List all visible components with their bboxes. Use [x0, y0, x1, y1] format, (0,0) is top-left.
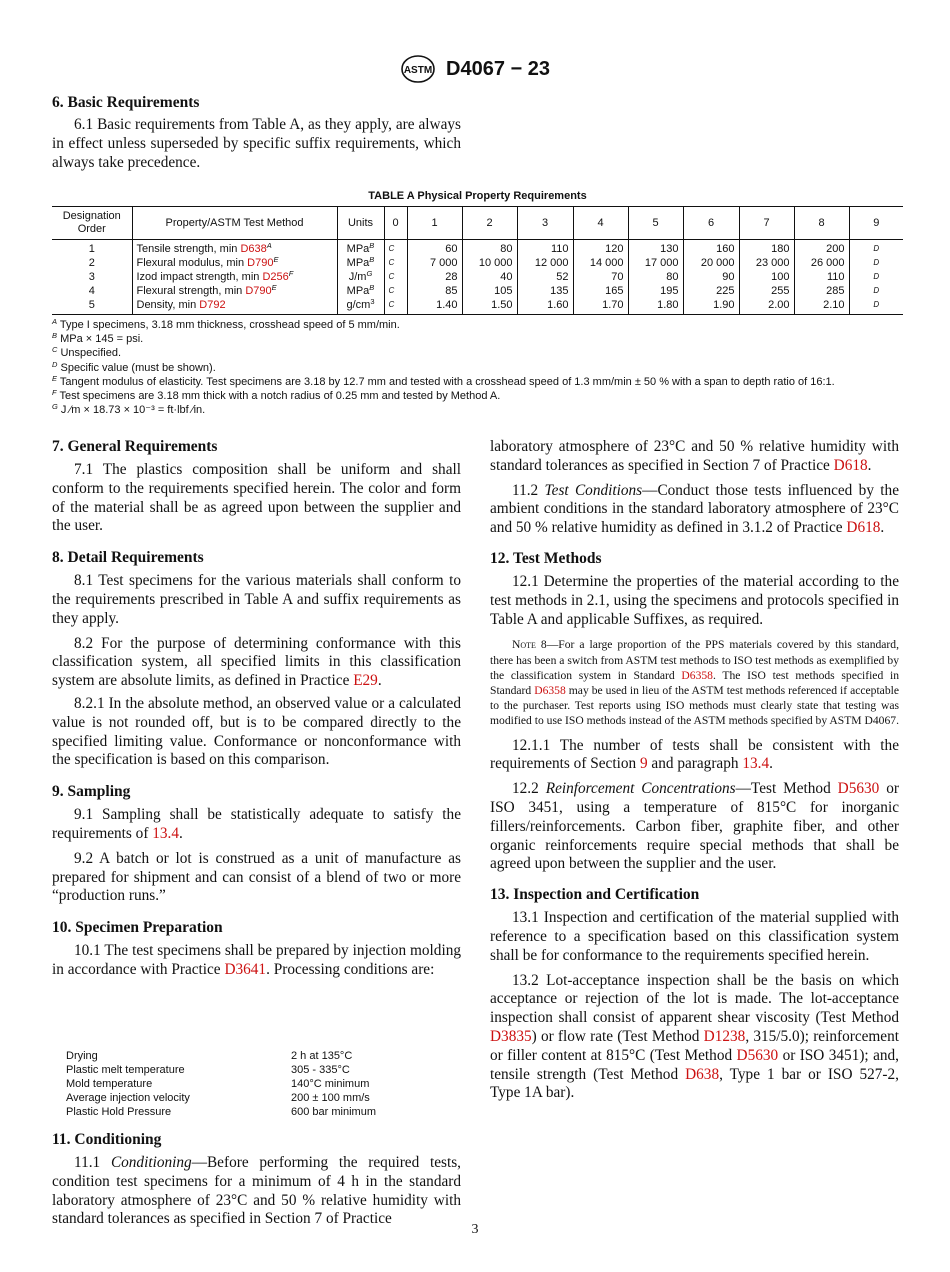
paragraph: 12.1 Determine the properties of the material according to the test methods in 2.1, using the specimens and protocols specified in Table A and applicable Suffixes, as required.: [490, 572, 899, 628]
footnote-text: Specific value (must be shown).: [60, 361, 216, 374]
value-cell-0: C: [384, 298, 407, 315]
page-header: [0, 54, 950, 84]
designation-order-cell: 4: [52, 284, 132, 298]
value-cell: 120: [573, 240, 628, 257]
footnote: [52, 318, 912, 332]
value-cell: 200: [794, 240, 849, 257]
value-cell: 40: [462, 270, 517, 284]
e29-link[interactable]: E29: [353, 672, 378, 690]
paragraph: 9.2 A batch or lot is construed as a unit of manufacture as prepared for shipment and can consist of a blend of two or more “production runs.”: [52, 849, 461, 905]
table-footnotes: [52, 318, 912, 417]
d3835-link[interactable]: D3835: [490, 1027, 532, 1045]
designation-order-cell: 1: [52, 240, 132, 257]
section-13-4-link[interactable]: 13.4: [152, 824, 180, 842]
value-cell: 7 000: [407, 256, 462, 270]
paragraph: 10.1 The test specimens shall be prepared by injection molding in accordance with Practice D3641. Processing conditions are:: [52, 942, 461, 978]
table-title: TABLE A Physical Property Requirements: [368, 190, 587, 202]
table-row: [52, 298, 903, 315]
paragraph: 9.1 Sampling shall be statistically adequate to satisfy the requirements of 13.4.: [52, 806, 461, 842]
property-cell: Flexural modulus, $\min D790^E$: [132, 256, 337, 270]
table-row: [52, 240, 903, 257]
condition-value: 305 - 335°C: [291, 1064, 350, 1076]
value-cell: 85: [407, 284, 462, 298]
value-cell: 52: [517, 270, 573, 284]
paragraph: 12.2 Reinforcement Concentrations—Test Method D5630 or ISO 3451, using a temperature of 815°C for inorganic fillers/reinforcements. Carbon fiber, graphite fiber, and other organic reinforcements require special methods that shall be agreed upon between the supplier and the user.: [490, 780, 899, 873]
value-cell-0: C: [384, 284, 407, 298]
footnote: [52, 389, 912, 403]
footnote-mark: B: [52, 331, 58, 341]
footnote-mark: G: [366, 269, 373, 278]
footnote-text: J ⁄m × 18.73 × 10⁻³ = ft·lbf ⁄in.: [60, 404, 206, 417]
condition-value: 200 ± 100 mm/s: [291, 1092, 370, 1104]
document-code: D4067 − 23: [446, 57, 550, 80]
footnote-mark: E: [52, 373, 58, 383]
paragraph: 11.2 Test Conditions—Conduct those tests influenced by the ambient conditions in the standard laboratory atmosphere of 23°C and 50 % relative humidity as defined in 3.1.2 of Practice D618.: [490, 481, 899, 537]
value-cell-9: D: [849, 298, 903, 315]
value-cell: 14 000: [573, 256, 628, 270]
footnote: [52, 375, 912, 389]
units-cell: MPa$^B$: [337, 256, 384, 270]
footnote-text: Type I specimens, 3.18 mm thickness, crosshead speed of 5 mm/min.: [59, 319, 400, 331]
footnote: [52, 361, 912, 375]
paragraph: 11.1 Conditioning—Before performing the required tests, condition test specimens for a minimum of 4 h in the standard laboratory atmosphere of 23°C and 50 % relative humidity with standard tolerances as specified in Section 7 of Practice: [52, 1154, 461, 1228]
condition-row: [66, 1063, 376, 1077]
value-cell: 90: [683, 270, 739, 284]
value-cell: 2.00: [739, 298, 794, 315]
section-heading: 7. General Requirements: [52, 438, 218, 455]
footnote-mark: B: [369, 283, 375, 292]
paragraph: 8.1 Test specimens for the various materials shall conform to the requirements prescribed in Table A and suffix requirements as they apply.: [52, 572, 461, 627]
section-heading: 10. Specimen Preparation: [52, 919, 223, 937]
d3641-link[interactable]: D3641: [224, 960, 267, 978]
value-cell: 28: [407, 270, 462, 284]
section-heading: 9. Sampling: [52, 783, 131, 801]
value-cell: 2.10: [794, 298, 849, 315]
paragraph: 13.1 Inspection and certification of the material supplied with reference to a specification based on this classification system shall be for conformance to the requirements specified herein.: [490, 909, 899, 964]
value-cell-9: D: [873, 286, 880, 295]
d5630-link[interactable]: D5630: [736, 1046, 779, 1064]
footnote-mark: G: [52, 402, 58, 412]
value-cell-9: D: [873, 244, 880, 253]
value-cell-9: D: [873, 258, 880, 267]
footnote-mark: E: [271, 283, 277, 292]
table-header-cell: 6: [683, 207, 739, 240]
table-a: [52, 190, 903, 315]
value-cell: 255: [739, 284, 794, 298]
property-cell: Flexural strength, $\min D790^E$: [132, 284, 337, 298]
test-method-link[interactable]: D256: [262, 271, 289, 283]
condition-row: [66, 1049, 376, 1063]
table-header-cell: 8: [794, 207, 849, 240]
table-body: [52, 240, 903, 315]
value-cell: 60: [407, 240, 462, 257]
table-header-cell: Units: [337, 207, 384, 240]
value-cell: 100: [739, 270, 794, 284]
footnote-mark: B: [369, 255, 375, 264]
left-column: [52, 438, 461, 980]
value-cell: 20 000: [683, 256, 739, 270]
value-cell: 165: [573, 284, 628, 298]
designation-order-cell: 2: [52, 256, 132, 270]
table-header-cell: 2: [462, 207, 517, 240]
units-cell: MPa$^B$: [337, 240, 384, 257]
paragraph-continued: laboratory atmosphere of 23°C and 50 % relative humidity with standard tolerances as specified in Section 7 of Practice D618.: [490, 438, 899, 474]
d5630-link[interactable]: D5630: [837, 780, 880, 798]
test-method-link[interactable]: D790: [245, 285, 272, 297]
section-6: [52, 94, 461, 172]
condition-label: Average injection velocity: [66, 1092, 190, 1104]
table-header-cell: 7: [739, 207, 794, 240]
section-heading: 11. Conditioning: [52, 1131, 162, 1148]
value-cell: 80: [462, 240, 517, 257]
value-cell: 160: [683, 240, 739, 257]
section-9-link[interactable]: 9: [639, 755, 648, 773]
value-cell: 1.80: [628, 298, 683, 315]
value-cell: 1.40: [407, 298, 462, 315]
requirements-table: [52, 206, 903, 315]
section-heading: 6. Basic Requirements: [52, 94, 200, 111]
value-cell: 105: [462, 284, 517, 298]
condition-value: 600 bar minimum: [291, 1106, 376, 1118]
table-header-cell: 0: [384, 207, 407, 240]
condition-value: 2 h at 135°C: [291, 1050, 353, 1062]
d638-link[interactable]: D638: [685, 1065, 720, 1083]
footnote-mark: F: [52, 388, 57, 398]
footnote-text: Test specimens are 3.18 mm thick with a notch radius of 0.25 mm and tested by Method A.: [59, 390, 501, 403]
footnote-mark: A: [52, 317, 58, 326]
right-column: [490, 438, 899, 1103]
footnote-mark: D: [52, 359, 58, 369]
paragraph: 8.2 For the purpose of determining conformance with this classification system, all specified limits in this classification system are absolute limits, as defined in Practice E29.: [52, 634, 461, 690]
value-cell: 26 000: [794, 256, 849, 270]
test-method-link[interactable]: D790: [247, 257, 274, 269]
d618-link[interactable]: D618: [833, 456, 868, 474]
designation-order-cell: 5: [52, 298, 132, 315]
condition-label: Mold temperature: [66, 1078, 153, 1090]
value-cell: 135: [517, 284, 573, 298]
value-cell: 130: [628, 240, 683, 257]
svg-text:ASTM: ASTM: [403, 65, 433, 76]
footnote-mark: B: [369, 241, 375, 250]
value-cell: 10 000: [462, 256, 517, 270]
footnote: [52, 346, 912, 360]
value-cell: 285: [794, 284, 849, 298]
table-header-cell: Designation Order: [52, 207, 132, 240]
note-8: Note 8—For a large proportion of the PPS materials covered by this standard, there has been a switch from ASTM test methods to ISO test methods as exemplified by the classification system in Standard D6358. The ISO test methods specified in Standard D6358 may be used in lieu of the ASTM test methods referenced if acceptable to the purchaser. Test reports using ISO methods must clearly state that testing was modified to use ISO methods instead of the ASTM methods specified by ASTM D4067.: [490, 638, 899, 728]
condition-row: [66, 1105, 376, 1119]
paragraph: 8.2.1 In the absolute method, an observed value or a calculated value is not rounded off, but is to be compared directly to the specified limiting value. Conformance or nonconformance with the specification is based on this comparison.: [52, 694, 461, 769]
paragraph: 6.1 Basic requirements from Table A, as they apply, are always in effect unless superseded by specific suffix requirements, which always take precedence.: [52, 116, 461, 171]
footnote-text: Tangent modulus of elasticity. Test specimens are 3.18 by 12.7 mm and tested with a crosshead speed of 1.3 mm/min ± 50 % with a span to depth ratio of 16:1.: [59, 375, 835, 388]
units-cell: $g/cm^3$: [337, 298, 384, 315]
value-cell: 80: [628, 270, 683, 284]
d6358-link[interactable]: D6358: [534, 683, 566, 697]
footnote-text: MPa × 145 = psi.: [60, 333, 144, 346]
d618-link[interactable]: D618: [846, 519, 881, 537]
property-cell: Density, min D792: [132, 298, 337, 315]
test-method-link[interactable]: D638: [240, 243, 267, 255]
test-method-link[interactable]: D792: [199, 299, 226, 311]
value-cell: 110: [794, 270, 849, 284]
units-cell: $J/m^G$: [337, 270, 384, 284]
footnote-mark: A: [266, 241, 272, 250]
footnote-text: Unspecified.: [60, 347, 122, 360]
value-cell-0: C: [384, 256, 407, 270]
table-header-cell: Property/ASTM Test Method: [132, 207, 337, 240]
value-cell-0: C: [384, 270, 407, 284]
section-heading: 8. Detail Requirements: [52, 549, 204, 567]
table-header-cell: 1: [407, 207, 462, 240]
section-heading: 12. Test Methods: [490, 549, 602, 567]
value-cell-0: C: [384, 240, 407, 257]
d6358-link[interactable]: D6358: [681, 668, 713, 682]
condition-value: 140°C minimum: [291, 1078, 370, 1090]
value-cell: 1.60: [517, 298, 573, 315]
property-cell: Tensile strength, $\min D638^A$: [132, 240, 337, 257]
table-header-cell: 9: [849, 207, 903, 240]
table-header-row: [52, 207, 903, 240]
value-cell: 1.90: [683, 298, 739, 315]
value-cell: 17 000: [628, 256, 683, 270]
value-cell: 110: [517, 240, 573, 257]
processing-conditions: [66, 1049, 376, 1119]
table-header-cell: 5: [628, 207, 683, 240]
footnote: [52, 403, 912, 417]
condition-row: [66, 1077, 376, 1091]
table-header-cell: 4: [573, 207, 628, 240]
value-cell: 70: [573, 270, 628, 284]
table-row: [52, 284, 903, 298]
section-11: [52, 1131, 461, 1229]
footnote-mark: C: [52, 345, 58, 355]
footnote: [52, 332, 912, 346]
units-cell: MPa$^B$: [337, 284, 384, 298]
footnote-mark: 3: [370, 297, 375, 306]
table-header-cell: 3: [517, 207, 573, 240]
value-cell-9: D: [873, 272, 880, 281]
property-cell: Izod impact strength, $\min D256^F$: [132, 270, 337, 284]
table-row: [52, 270, 903, 284]
table-row: [52, 256, 903, 270]
value-cell: 195: [628, 284, 683, 298]
value-cell: 12 000: [517, 256, 573, 270]
value-cell: 225: [683, 284, 739, 298]
paragraph: 12.1.1 The number of tests shall be consistent with the requirements of Section 9 and paragraph 13.4.: [490, 736, 899, 773]
d1238-link[interactable]: D1238: [703, 1027, 746, 1045]
footnote-mark: F: [288, 269, 294, 278]
value-cell: 180: [739, 240, 794, 257]
paragraph: 13.2 Lot-acceptance inspection shall be the basis on which acceptance or rejection of the lot is made. The lot-acceptance inspection shall consist of apparent shear viscosity (Test Method D3835) or flow rate (Test Method D1238, 315/5.0); reinforcement or filler content at 815°C (Test Method D5630 or ISO 3451); and, tensile strength (Test Method D638, Type 1 bar or ISO 527-2, Type 1A bar).: [490, 971, 899, 1102]
section-heading: 13. Inspection and Certification: [490, 886, 700, 904]
page-number: 3: [471, 1222, 479, 1237]
astm-logo-icon: [400, 54, 436, 84]
value-cell: 1.70: [573, 298, 628, 315]
condition-label: Drying: [66, 1050, 98, 1062]
condition-row: [66, 1091, 376, 1105]
value-cell: 1.50: [462, 298, 517, 315]
condition-label: Plastic Hold Pressure: [66, 1106, 172, 1118]
value-cell: 23 000: [739, 256, 794, 270]
designation-order-cell: 3: [52, 270, 132, 284]
section-13-4-link[interactable]: 13.4: [742, 755, 770, 773]
footnote-mark: E: [273, 255, 279, 264]
paragraph: 7.1 The plastics composition shall be uniform and shall conform to the requirements specified herein. The color and form of the material shall be as agreed upon between the supplier and the user.: [52, 461, 461, 535]
condition-label: Plastic melt temperature: [66, 1064, 185, 1076]
